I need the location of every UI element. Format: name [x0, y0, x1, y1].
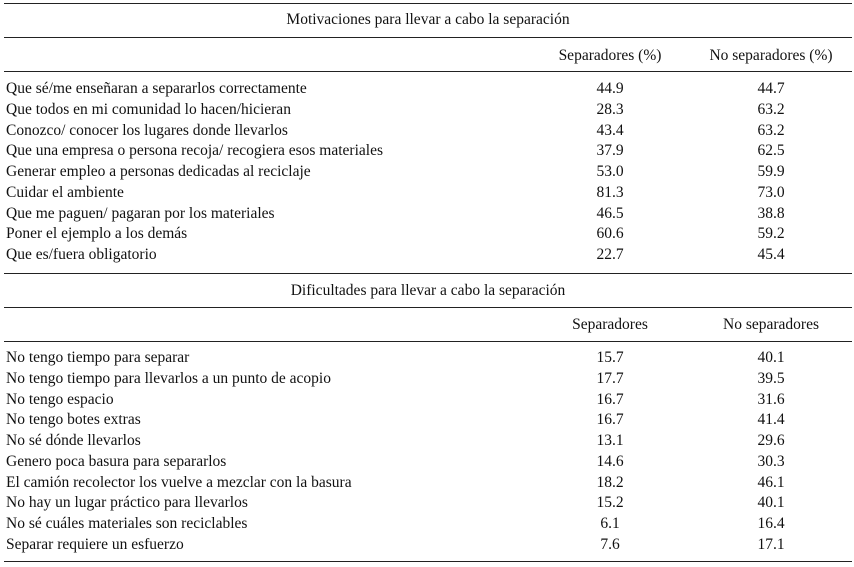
value-separadores: 60.6	[596, 225, 624, 243]
row-label: Que es/fuera obligatorio	[6, 246, 157, 263]
value-separadores: 46.5	[596, 204, 624, 222]
value-no-separadores: 31.6	[757, 390, 785, 408]
rule	[4, 71, 852, 72]
value-no-separadores: 59.2	[757, 225, 785, 243]
table-row	[6, 369, 852, 390]
value-separadores: 7.6	[600, 535, 620, 553]
rule	[4, 3, 852, 4]
table-row	[6, 535, 852, 556]
value-no-separadores: 63.2	[757, 100, 785, 118]
value-no-separadores: 17.1	[757, 535, 785, 553]
table-row	[6, 141, 852, 162]
col-header-separadores: Separadores (%)	[558, 47, 662, 64]
table-row	[6, 348, 852, 369]
value-separadores: 37.9	[596, 142, 624, 160]
value-separadores: 15.2	[596, 494, 624, 512]
table-row	[6, 514, 852, 535]
row-label: Que sé/me enseñaran a separarlos correctamente	[6, 80, 307, 97]
row-label: Cuidar el ambiente	[6, 183, 124, 201]
row-label: Genero poca basura para separarlos	[6, 452, 227, 470]
table-row	[6, 100, 852, 121]
value-no-separadores: 30.3	[757, 452, 785, 470]
section-title-dificultades: Dificultades para llevar a cabo la separación	[290, 282, 566, 299]
value-no-separadores: 63.2	[757, 121, 785, 139]
value-no-separadores: 73.0	[757, 183, 785, 201]
table-row	[6, 183, 852, 204]
value-no-separadores: 40.1	[757, 494, 785, 512]
header-row	[6, 315, 852, 336]
value-no-separadores: 39.5	[757, 369, 785, 387]
table-row	[6, 79, 852, 100]
value-separadores: 15.7	[596, 349, 624, 366]
table-row	[6, 162, 852, 183]
row-label: Conozco/ conocer los lugares donde llevarlos	[6, 121, 288, 139]
row-label: No tengo espacio	[6, 390, 114, 408]
col-header-no-separadores: No separadores	[723, 316, 819, 333]
table-row	[6, 390, 852, 411]
value-separadores: 18.2	[596, 473, 624, 491]
value-separadores: 16.7	[596, 411, 624, 429]
value-no-separadores: 44.7	[757, 80, 785, 97]
value-separadores: 14.6	[596, 452, 624, 470]
section-title-motivaciones: Motivaciones para llevar a cabo la separación	[286, 11, 570, 28]
table-row	[6, 204, 852, 225]
col-header-separadores: Separadores	[572, 316, 648, 333]
row-label: Generar empleo a personas dedicadas al reciclaje	[6, 163, 311, 180]
value-no-separadores: 45.4	[757, 246, 785, 263]
rule	[4, 341, 852, 342]
row-label: No tengo tiempo para llevarlos a un punto de acopio	[6, 369, 331, 387]
row-label: No sé cuáles materiales son reciclables	[6, 515, 248, 532]
table-row	[6, 452, 852, 473]
row-label: El camión recolector los vuelve a mezclar con la basura	[6, 473, 352, 491]
table-row	[6, 493, 852, 514]
rule	[4, 273, 852, 274]
rule	[4, 37, 852, 38]
value-separadores: 44.9	[596, 80, 624, 97]
row-label: No tengo botes extras	[6, 411, 141, 429]
value-separadores: 17.7	[596, 369, 624, 387]
row-label: Que una empresa o persona recoja/ recogiera esos materiales	[6, 142, 383, 160]
value-separadores: 53.0	[596, 163, 624, 180]
table-row	[6, 224, 852, 245]
row-label: Que me paguen/ pagaran por los materiales	[6, 204, 275, 222]
value-no-separadores: 41.4	[757, 411, 785, 429]
table-row	[6, 431, 852, 452]
rule	[4, 561, 852, 562]
row-label: Poner el ejemplo a los demás	[6, 225, 188, 243]
rule	[4, 307, 852, 308]
row-label: No tengo tiempo para separar	[6, 349, 190, 366]
value-no-separadores: 29.6	[757, 432, 785, 449]
table-row	[6, 473, 852, 494]
value-separadores: 16.7	[596, 390, 624, 408]
value-no-separadores: 59.9	[757, 163, 785, 180]
value-separadores: 6.1	[600, 515, 620, 532]
value-no-separadores: 46.1	[757, 473, 785, 491]
value-no-separadores: 16.4	[757, 515, 785, 532]
value-separadores: 43.4	[596, 121, 624, 139]
value-separadores: 22.7	[596, 246, 624, 263]
row-label: No sé dónde llevarlos	[6, 432, 141, 449]
header-row	[6, 46, 852, 67]
row-label: No hay un lugar práctico para llevarlos	[6, 494, 248, 512]
value-no-separadores: 62.5	[757, 142, 785, 160]
table-row	[6, 121, 852, 142]
table-row	[6, 245, 852, 266]
value-separadores: 13.1	[596, 432, 624, 449]
value-no-separadores: 40.1	[757, 349, 785, 366]
value-no-separadores: 38.8	[757, 204, 785, 222]
table-row	[6, 410, 852, 431]
row-label: Separar requiere un esfuerzo	[6, 535, 184, 553]
value-separadores: 81.3	[596, 183, 624, 201]
col-header-no-separadores: No separadores (%)	[709, 47, 833, 64]
value-separadores: 28.3	[596, 100, 624, 118]
row-label: Que todos en mi comunidad lo hacen/hicieran	[6, 100, 291, 118]
